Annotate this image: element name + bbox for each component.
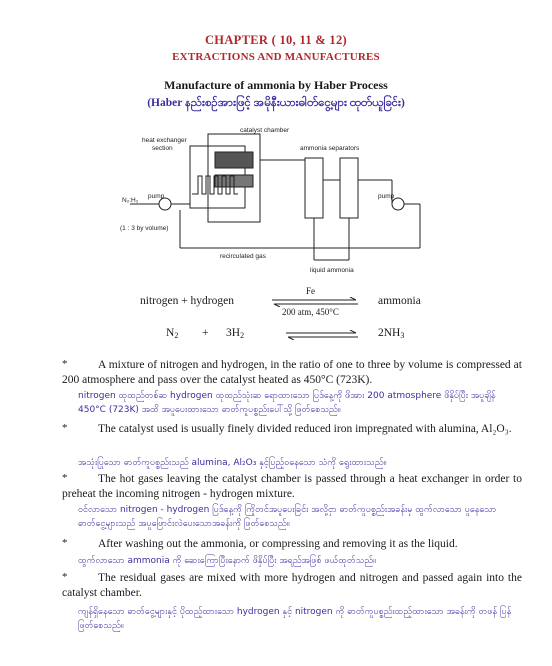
label-pump-left: pump xyxy=(148,193,165,200)
bullet-3: * xyxy=(62,472,68,484)
equation2-n2 xyxy=(166,327,178,340)
equation1-catalyst: Fe xyxy=(306,286,315,296)
label-heat-exchanger: heat exchanger xyxy=(142,137,187,144)
label-pump-right: pump xyxy=(378,193,395,200)
equilibrium-arrow-1 xyxy=(272,297,358,307)
paragraph-3-myanmar: ဝင်လာသော nitrogen - hydrogen ပြဒ်နေ့ကို ကြိုတင်အပူပေးခြင်း အလို့ငှာ ဓာတ်ကူပစ္စည်းအခန်းမှ ထွက်လာသော ပူနေသောဓာတ်ငွေ့များသည် အပူဖြောင်းလဲပေးသောအခန်းကို ဖြတ်စေသည်။ xyxy=(78,505,497,529)
equation1-right: ammonia xyxy=(378,295,421,307)
paragraph-4-myanmar: ထွက်လာသော ammonia ကို ဆေးကြောပြီးနောက် ဖိနှိပ်ပြီး အရည်အဖြစ် ဖယ်ထုတ်သည်။ xyxy=(78,556,376,566)
eq2-nh: 2NH xyxy=(378,327,401,339)
section-title: Manufacture of ammonia by Haber Process xyxy=(164,78,388,92)
chapter-heading: CHAPTER ( 10, 11 & 12) xyxy=(204,33,347,47)
eq2-h: 3H xyxy=(226,327,241,339)
label-section: section xyxy=(152,145,173,152)
eq2-h-sub: 2 xyxy=(240,331,245,340)
label-liquid-ammonia: liquid ammonia xyxy=(310,267,354,274)
eq2-nh-sub: 3 xyxy=(400,331,405,340)
label-recirculated-gas: recirculated gas xyxy=(220,253,266,260)
equation2-h2 xyxy=(226,327,244,340)
catalyst-bed-1 xyxy=(215,152,253,168)
equation2-plus: + xyxy=(202,327,209,339)
bullet-2: * xyxy=(62,422,68,434)
bullet-4: * xyxy=(62,537,68,549)
bullet-5: * xyxy=(62,571,68,583)
equilibrium-arrow-2 xyxy=(286,330,358,340)
label-feed: N₂:H₂ xyxy=(122,197,139,204)
paragraph-2-myanmar: အသုံးပြုသော ဓာတ်ကူပစ္စည်းသည် alumina, Al₂O₃ နှင့်ပြည့်ဝနေသော သံကို ရွေးထားသည်။ xyxy=(78,458,387,468)
myanmar-title: (Haber နည်းစဉ်အားဖြင့် အမိုနီးယားဓါတ်ငွေ့များ ထုတ်ယူခြင်း) xyxy=(147,97,405,109)
chapter-subtitle: EXTRACTIONS AND MANUFACTURES xyxy=(172,51,380,63)
eq2-n: N xyxy=(166,327,175,339)
equation1-left: nitrogen + hydrogen xyxy=(140,295,234,307)
paragraph-1: A mixture of nitrogen and hydrogen, in the ratio of one to three by volume is compressed at 200 atmosphere and pass over the catalyst heated as 450°C (723K). xyxy=(62,359,522,386)
eq2-n-sub: 2 xyxy=(174,331,179,340)
ammonia-separator-2 xyxy=(340,158,358,218)
label-catalyst-chamber: catalyst chamber xyxy=(240,127,290,134)
ammonia-separator-1 xyxy=(305,158,323,218)
paragraph-5: The residual gases are mixed with more hydrogen and nitrogen and passed again into the catalyst chamber. xyxy=(62,572,522,599)
paragraph-4: After washing out the ammonia, or compressing and removing it as the liquid. xyxy=(98,538,458,550)
paragraph-3: The hot gases leaving the catalyst chamber is passed through a heat exchanger in order to preheat the incoming nitrogen - hydrogen mixture. xyxy=(62,473,522,500)
label-ratio: (1 : 3 by volume) xyxy=(120,225,169,232)
haber-process-diagram xyxy=(120,120,440,280)
bullet-1: * xyxy=(62,358,68,370)
equation2-nh3 xyxy=(378,327,404,340)
paragraph-2: The catalyst used is usually finely divided reduced iron impregnated with alumina, Al₂O₃. xyxy=(98,423,512,435)
paragraph-1-myanmar: nitrogen ထုထည်တစ်ဆ hydrogen ထုထည်သုံးဆ ရောထားသော ပြဒ်နေ့ကို ဖိအား 200 atmosphere ဖိနှိပ်ပြီး အပူချိန် 450°C (723K) အထိ အပူပေးထားသော ဓာတ်ကူပစ္စည်းပေါ်သို့ ဖြတ်စေသည်။ xyxy=(78,391,496,415)
equation1-conditions: 200 atm, 450°C xyxy=(282,307,339,317)
label-ammonia-separators: ammonia separators xyxy=(300,145,360,152)
paragraph-5-myanmar: ကျန်ရှိနေသော ဓာတ်ငွေ့များနှင့် ပိုထည့်ထားသော hydrogen နှင့် nitrogen ကို ဓာတ်ကူပစ္စည်းထည့်ထားသော အခန်းကို တဖန် ပြန်ဖြတ်စေသည်။ xyxy=(78,607,512,631)
